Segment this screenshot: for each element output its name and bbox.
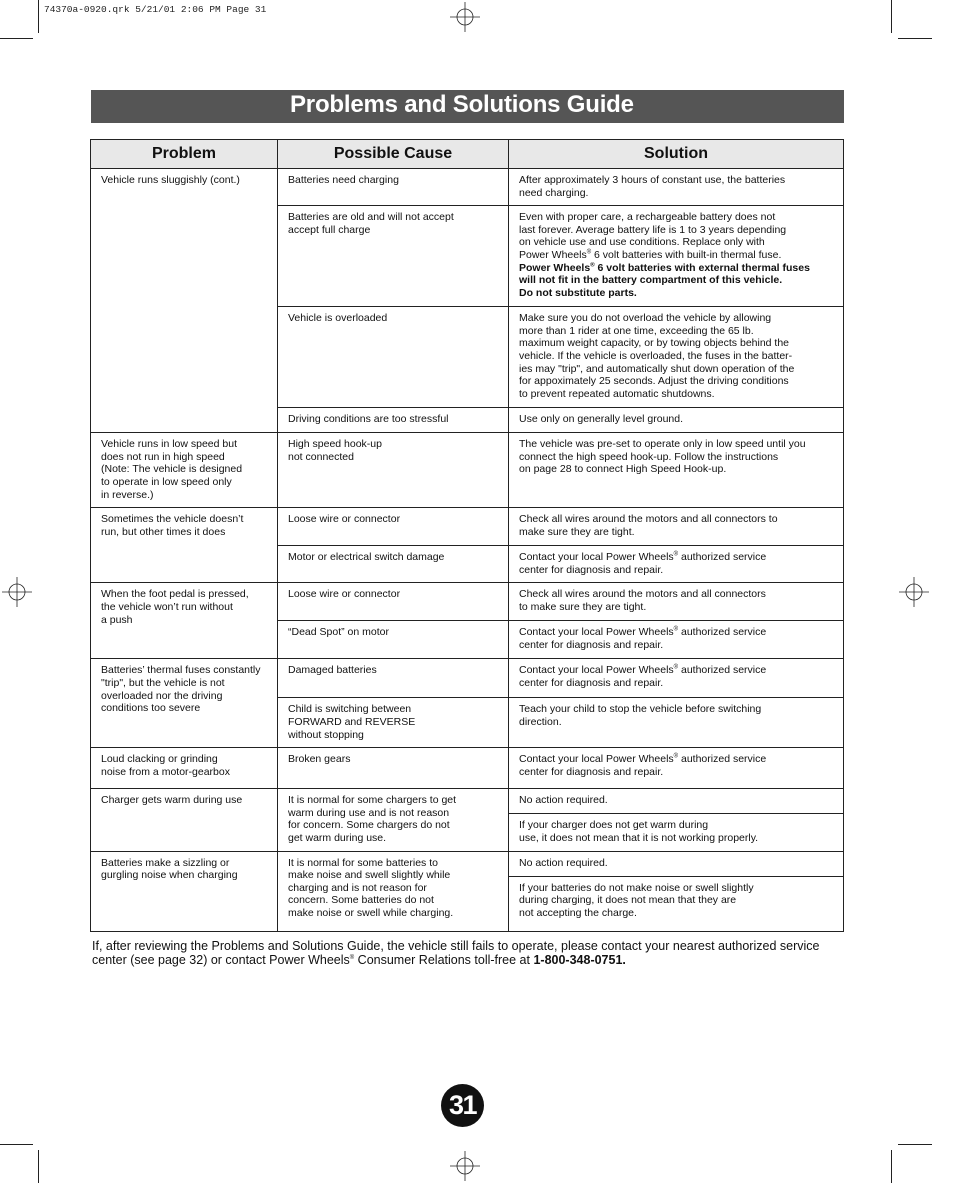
cause-cell: Damaged batteries xyxy=(278,659,509,698)
registration-mark-icon xyxy=(2,577,32,607)
problem-cell: Batteries’ thermal fuses constantly "trip", but the vehicle is not overloaded nor the driving conditions too severe xyxy=(91,659,278,748)
cause-cell: Broken gears xyxy=(278,748,509,789)
problem-cell: Batteries make a sizzling or gurgling noise when charging xyxy=(91,851,278,931)
table-row xyxy=(91,433,844,508)
title-bar xyxy=(91,90,844,123)
contact-note: If, after reviewing the Problems and Solutions Guide, the vehicle still fails to operate, please contact your nearest authorized service center (see page 32) or contact Power Wheels® Consumer Relations toll-free at 1-800-348-0751. xyxy=(92,939,820,967)
cause-cell: Batteries are old and will not accept accept full charge xyxy=(278,206,509,307)
registration-mark-icon xyxy=(450,2,480,32)
solution-cell: No action required. xyxy=(509,789,844,814)
cause-cell: Motor or electrical switch damage xyxy=(278,546,509,583)
solution-cell: After approximately 3 hours of constant use, the batteries need charging. xyxy=(509,169,844,206)
page-number-badge: 31 xyxy=(441,1084,484,1127)
cause-cell: It is normal for some batteries to make noise and swell slightly while charging and is not reason for concern. Some batteries do not make noise or swell while charging. xyxy=(278,851,509,931)
table-row xyxy=(91,748,844,789)
solution-cell: Contact your local Power Wheels® authorized service center for diagnosis and repair. xyxy=(509,546,844,583)
table-row xyxy=(91,789,844,814)
crop-mark xyxy=(0,38,33,39)
solution-cell: Use only on generally level ground. xyxy=(509,408,844,433)
column-header-solution: Solution xyxy=(509,140,844,169)
solution-cell: Even with proper care, a rechargeable battery does not last forever. Average battery life is 1 to 3 years depending on vehicle use and use conditions. Replace only with Power Wheels® 6 volt batteries with built-in thermal fuse. Power Wheels® 6 volt batteries with external thermal fuses will not fit in the battery compartment of this vehicle. Do not substitute parts. xyxy=(509,206,844,307)
problem-cell: Vehicle runs sluggishly (cont.) xyxy=(91,169,278,433)
solution-cell: If your charger does not get warm during use, it does not mean that it is not working properly. xyxy=(509,814,844,851)
cause-cell: Child is switching between FORWARD and REVERSE without stopping xyxy=(278,698,509,748)
problem-cell: Loud clacking or grinding noise from a motor-gearbox xyxy=(91,748,278,789)
solution-cell: No action required. xyxy=(509,851,844,876)
cause-cell: Batteries need charging xyxy=(278,169,509,206)
registration-mark-icon xyxy=(899,577,929,607)
table-header-row xyxy=(91,140,844,169)
solution-cell: Contact your local Power Wheels® authorized service center for diagnosis and repair. xyxy=(509,659,844,698)
table-row xyxy=(91,508,844,546)
problem-cell: When the foot pedal is pressed, the vehicle won’t run without a push xyxy=(91,583,278,659)
cause-cell: Loose wire or connector xyxy=(278,583,509,621)
crop-mark xyxy=(38,0,39,33)
crop-mark xyxy=(898,38,932,39)
solution-cell: Check all wires around the motors and all connectors to make sure they are tight. xyxy=(509,583,844,621)
page-title: Problems and Solutions Guide xyxy=(290,91,634,118)
table-row xyxy=(91,659,844,698)
table-row xyxy=(91,169,844,206)
crop-mark xyxy=(891,1150,892,1183)
registration-mark-icon xyxy=(450,1151,480,1181)
solution-cell: Contact your local Power Wheels® authorized service center for diagnosis and repair. xyxy=(509,748,844,789)
solution-cell: Make sure you do not overload the vehicle by allowing more than 1 rider at one time, exceeding the 65 lb. maximum weight capacity, or by towing objects behind the vehicle. If the vehicle is overloaded, the fuses in the batter- ies may "trip", and automatically shut down operation of the for appoximately 25 seconds. Adjust the driving conditions to prevent repeated automatic shutdowns. xyxy=(509,307,844,408)
phone-number: 1-800-348-0751. xyxy=(533,953,626,967)
cause-cell: It is normal for some chargers to get warm during use and is not reason for concern. Some chargers do not get warm during use. xyxy=(278,789,509,851)
cause-cell: “Dead Spot” on motor xyxy=(278,621,509,659)
cause-cell: Loose wire or connector xyxy=(278,508,509,546)
column-header-problem: Problem xyxy=(91,140,278,169)
cause-cell: Driving conditions are too stressful xyxy=(278,408,509,433)
crop-mark xyxy=(38,1150,39,1183)
solution-cell: Check all wires around the motors and all connectors to make sure they are tight. xyxy=(509,508,844,546)
cause-cell: High speed hook-up not connected xyxy=(278,433,509,508)
crop-mark xyxy=(898,1144,932,1145)
cause-cell: Vehicle is overloaded xyxy=(278,307,509,408)
solution-cell: Contact your local Power Wheels® authorized service center for diagnosis and repair. xyxy=(509,621,844,659)
problem-cell: Vehicle runs in low speed but does not run in high speed (Note: The vehicle is designed to operate in low speed only in reverse.) xyxy=(91,433,278,508)
crop-mark xyxy=(0,1144,33,1145)
table-row xyxy=(91,583,844,621)
problem-cell: Sometimes the vehicle doesn’t run, but other times it does xyxy=(91,508,278,583)
solution-cell: If your batteries do not make noise or swell slightly during charging, it does not mean that they are not accepting the charge. xyxy=(509,876,844,931)
problem-cell: Charger gets warm during use xyxy=(91,789,278,851)
solution-cell: The vehicle was pre-set to operate only in low speed until you connect the high speed hook-up. Follow the instructions on page 28 to connect High Speed Hook-up. xyxy=(509,433,844,508)
column-header-cause: Possible Cause xyxy=(278,140,509,169)
print-slug: 74370a-0920.qrk 5/21/01 2:06 PM Page 31 xyxy=(44,4,267,15)
solution-cell: Teach your child to stop the vehicle before switching direction. xyxy=(509,698,844,748)
problems-solutions-table xyxy=(90,139,844,932)
crop-mark xyxy=(891,0,892,33)
table-row xyxy=(91,851,844,876)
